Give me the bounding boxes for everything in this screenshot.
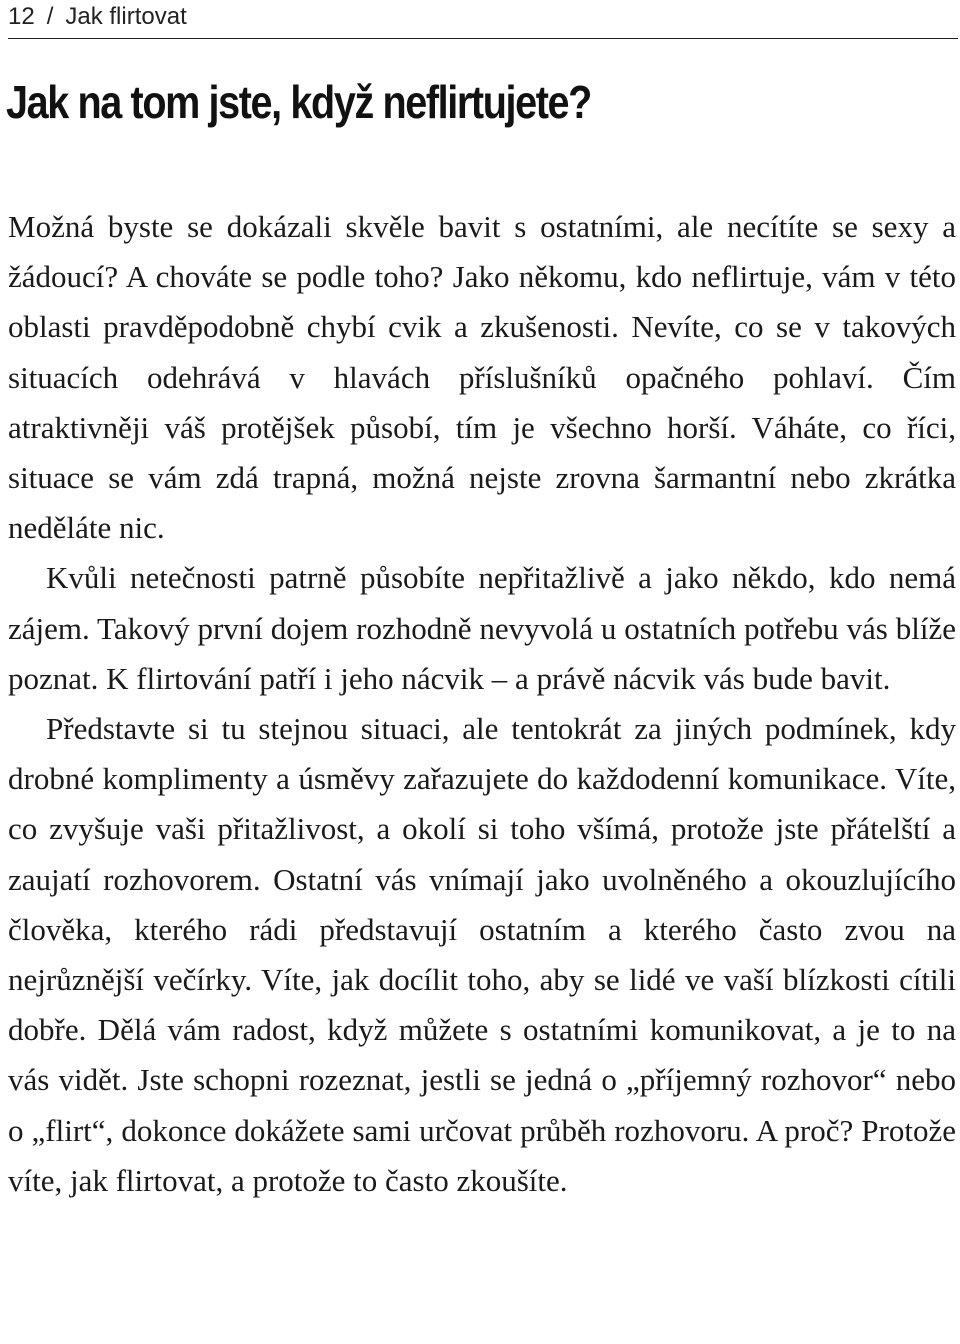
paragraph: Představte si tu stejnou situaci, ale tentokrát za jiných podmínek, kdy drobné komplimenty a úsměvy zařazujete do každodenní komunikace. Víte, co zvyšuje vaši přitažlivost, a okolí si toho všímá, protože jste přátelští a zaujatí rozhovorem. Ostatní vás vnímají jako uvolněného a okouzlujícího člověka, kterého rádi představují ostatním a kterého často zvou na nejrůznější večírky. Víte, jak docílit toho, aby se lidé ve vaší blízkosti cítili dobře. Dělá vám radost, když můžete s ostatními komunikovat, a je to na vás vidět. Jste schopni rozeznat, jestli se jedná o „příjemný rozhovor“ nebo o „flirt“, dokonce dokážete sami určovat průběh rozhovoru. A proč? Protože víte, jak flirtovat, a protože to často zkoušíte.: [8, 711, 956, 1198]
running-head: [8, 0, 958, 39]
running-title: Jak flirtovat: [65, 3, 187, 30]
chapter-title: Jak na tom jste, když neflirtujete?: [6, 76, 591, 128]
body-text: [8, 202, 956, 1206]
paragraph: Možná byste se dokázali skvěle bavit s ostatními, ale necítíte se sexy a žádoucí? A chováte se podle toho? Jako někomu, kdo neflirtuje, vám v této oblasti pravděpodobně chybí cvik a zkušenosti. Nevíte, co se v takových situacích odehrává v hlavách příslušníků opačného pohlaví. Čím atraktivněji váš protějšek působí, tím je všechno horší. Váháte, co říci, situace se vám zdá trapná, možná nejste zrovna šarmantní nebo zkrátka neděláte nic.: [8, 209, 956, 546]
page-number: 12: [8, 3, 35, 30]
paragraph: Kvůli netečnosti patrně působíte nepřitažlivě a jako někdo, kdo nemá zájem. Takový první dojem rozhodně nevyvolá u ostatních potřebu vás blíže poznat. K flirtování patří i jeho nácvik – a právě nácvik vás bude bavit.: [8, 560, 956, 696]
header-separator: /: [46, 3, 54, 30]
